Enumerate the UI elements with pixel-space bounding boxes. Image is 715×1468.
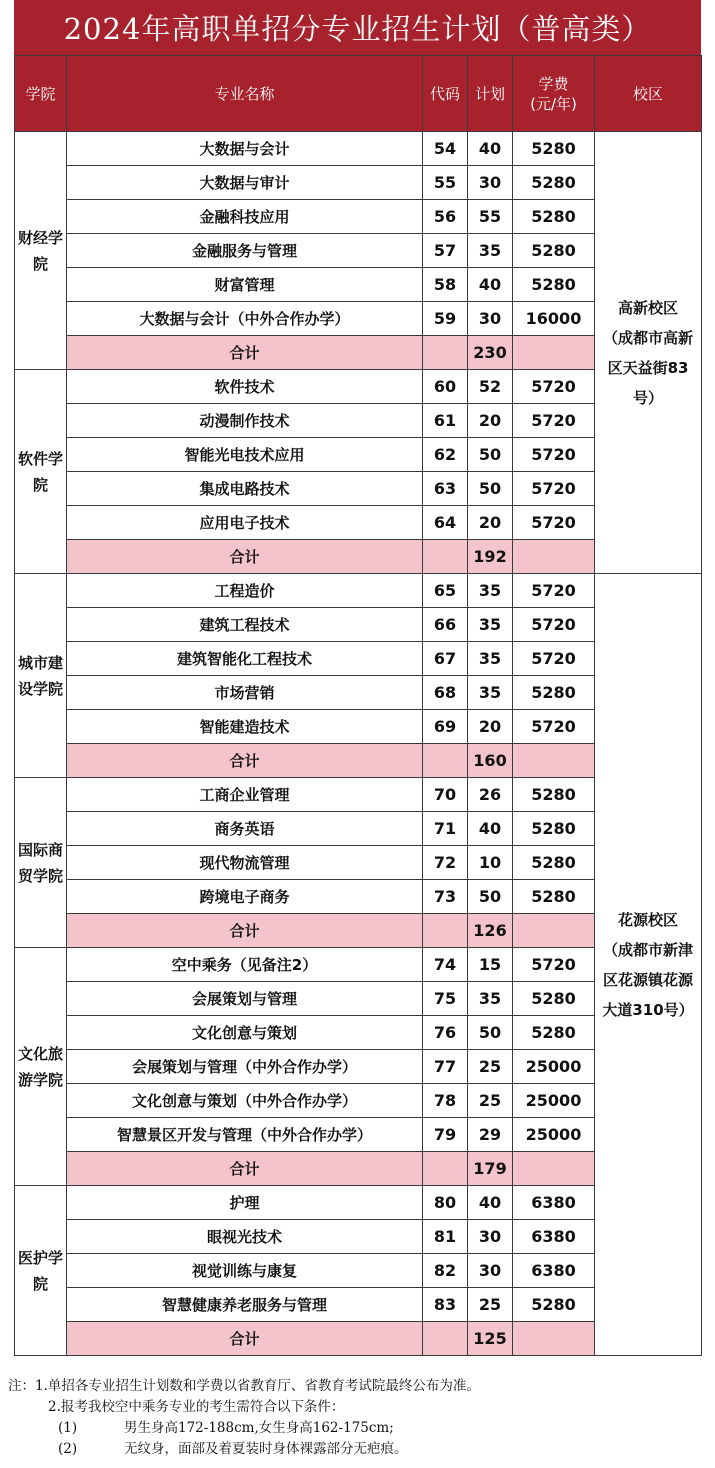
fee-cell: 6380	[513, 1220, 595, 1254]
subtotal-code-empty	[423, 744, 468, 778]
plan-cell: 50	[468, 880, 513, 914]
college-cell: 文化旅游学院	[15, 948, 67, 1186]
major-cell: 空中乘务（见备注2）	[67, 948, 423, 982]
major-cell: 财富管理	[67, 268, 423, 302]
major-cell: 工程造价	[67, 574, 423, 608]
header-code: 代码	[423, 56, 468, 132]
code-cell: 66	[423, 608, 468, 642]
subtotal-fee-empty	[513, 336, 595, 370]
fee-cell: 5720	[513, 370, 595, 404]
major-cell: 市场营销	[67, 676, 423, 710]
header-campus: 校区	[595, 56, 702, 132]
fee-cell: 5720	[513, 506, 595, 540]
major-cell: 大数据与会计	[67, 132, 423, 166]
fee-cell: 16000	[513, 302, 595, 336]
plan-cell: 35	[468, 676, 513, 710]
subtotal-code-empty	[423, 540, 468, 574]
fee-cell: 5280	[513, 1016, 595, 1050]
table-body	[15, 132, 702, 1356]
fee-cell: 6380	[513, 1254, 595, 1288]
subtotal-fee-empty	[513, 914, 595, 948]
code-cell: 81	[423, 1220, 468, 1254]
code-cell: 59	[423, 302, 468, 336]
subtotal-code-empty	[423, 1152, 468, 1186]
plan-cell: 55	[468, 200, 513, 234]
campus-name: 高新校区	[617, 298, 678, 317]
note-2: 2.报考我校空中乘务专业的考生需符合以下条件：	[48, 1399, 345, 1415]
fee-cell: 5280	[513, 812, 595, 846]
fee-cell: 25000	[513, 1084, 595, 1118]
subtotal-value: 125	[468, 1322, 513, 1356]
major-cell: 金融服务与管理	[67, 234, 423, 268]
major-cell: 智能建造技术	[67, 710, 423, 744]
major-cell: 眼视光技术	[67, 1220, 423, 1254]
college-cell: 医护学院	[15, 1186, 67, 1356]
table-row	[15, 132, 702, 166]
campus-address: （成都市新津区花源镇花源大道310号）	[602, 940, 694, 1019]
code-cell: 62	[423, 438, 468, 472]
code-cell: 74	[423, 948, 468, 982]
plan-cell: 35	[468, 982, 513, 1016]
header-fee	[513, 56, 595, 132]
fee-cell: 5280	[513, 676, 595, 710]
code-cell: 69	[423, 710, 468, 744]
plan-cell: 50	[468, 1016, 513, 1050]
plan-cell: 40	[468, 268, 513, 302]
code-cell: 72	[423, 846, 468, 880]
major-cell: 智慧健康养老服务与管理	[67, 1288, 423, 1322]
code-cell: 82	[423, 1254, 468, 1288]
plan-cell: 50	[468, 472, 513, 506]
plan-cell: 40	[468, 132, 513, 166]
plan-cell: 15	[468, 948, 513, 982]
note-item-1-num: (1)	[58, 1420, 78, 1436]
major-cell: 建筑智能化工程技术	[67, 642, 423, 676]
major-cell: 应用电子技术	[67, 506, 423, 540]
campus-cell	[595, 574, 702, 1356]
plan-cell: 20	[468, 710, 513, 744]
fee-cell: 25000	[513, 1050, 595, 1084]
subtotal-label: 合计	[67, 540, 423, 574]
table-row	[15, 574, 702, 608]
note-item-2-num: (2)	[58, 1441, 78, 1457]
subtotal-value: 126	[468, 914, 513, 948]
fee-cell: 5720	[513, 472, 595, 506]
subtotal-fee-empty	[513, 744, 595, 778]
subtotal-label: 合计	[67, 914, 423, 948]
campus-name: 花源校区	[617, 910, 678, 929]
major-cell: 会展策划与管理（中外合作办学）	[67, 1050, 423, 1084]
subtotal-label: 合计	[67, 1152, 423, 1186]
code-cell: 77	[423, 1050, 468, 1084]
major-cell: 跨境电子商务	[67, 880, 423, 914]
page-title: 2024年高职单招分专业招生计划（普高类）	[14, 0, 701, 55]
note-1-text: 1.单招各专业招生计划数和学费以省教育厅、省教育考试院最终公布为准。	[35, 1378, 480, 1394]
major-cell: 软件技术	[67, 370, 423, 404]
fee-cell: 5280	[513, 778, 595, 812]
major-cell: 视觉训练与康复	[67, 1254, 423, 1288]
code-cell: 71	[423, 812, 468, 846]
code-cell: 61	[423, 404, 468, 438]
subtotal-fee-empty	[513, 1152, 595, 1186]
subtotal-code-empty	[423, 914, 468, 948]
code-cell: 55	[423, 166, 468, 200]
major-cell: 文化创意与策划	[67, 1016, 423, 1050]
subtotal-fee-empty	[513, 540, 595, 574]
college-cell: 财经学院	[15, 132, 67, 370]
fee-cell: 5280	[513, 982, 595, 1016]
major-cell: 工商企业管理	[67, 778, 423, 812]
major-cell: 集成电路技术	[67, 472, 423, 506]
major-cell: 文化创意与策划（中外合作办学）	[67, 1084, 423, 1118]
code-cell: 79	[423, 1118, 468, 1152]
plan-cell: 25	[468, 1288, 513, 1322]
code-cell: 54	[423, 132, 468, 166]
code-cell: 56	[423, 200, 468, 234]
fee-cell: 5720	[513, 642, 595, 676]
code-cell: 75	[423, 982, 468, 1016]
major-cell: 护理	[67, 1186, 423, 1220]
plan-cell: 25	[468, 1050, 513, 1084]
header-major: 专业名称	[67, 56, 423, 132]
major-cell: 大数据与审计	[67, 166, 423, 200]
header-fee-line2: (元/年)	[530, 94, 577, 113]
college-cell: 城市建设学院	[15, 574, 67, 778]
code-cell: 67	[423, 642, 468, 676]
plan-cell: 26	[468, 778, 513, 812]
plan-cell: 20	[468, 404, 513, 438]
major-cell: 会展策划与管理	[67, 982, 423, 1016]
fee-cell: 5280	[513, 234, 595, 268]
plan-cell: 25	[468, 1084, 513, 1118]
fee-cell: 5720	[513, 710, 595, 744]
header-fee-line1: 学费	[538, 74, 569, 93]
major-cell: 现代物流管理	[67, 846, 423, 880]
major-cell: 动漫制作技术	[67, 404, 423, 438]
fee-cell: 5720	[513, 574, 595, 608]
fee-cell: 5280	[513, 166, 595, 200]
code-cell: 58	[423, 268, 468, 302]
note-1	[8, 1376, 708, 1397]
plan-cell: 30	[468, 1254, 513, 1288]
note-item-1-text: 男生身高172-188cm,女生身高162-175cm;	[124, 1420, 394, 1436]
subtotal-label: 合计	[67, 744, 423, 778]
code-cell: 78	[423, 1084, 468, 1118]
code-cell: 65	[423, 574, 468, 608]
plan-cell: 30	[468, 302, 513, 336]
subtotal-label: 合计	[67, 336, 423, 370]
enrollment-plan-table	[14, 55, 702, 1356]
campus-address: （成都市高新区天益街83号）	[602, 328, 693, 407]
note-item-2	[8, 1439, 708, 1460]
header-college: 学院	[15, 56, 67, 132]
code-cell: 60	[423, 370, 468, 404]
header-plan: 计划	[468, 56, 513, 132]
plan-cell: 40	[468, 812, 513, 846]
plan-cell: 52	[468, 370, 513, 404]
plan-cell: 35	[468, 234, 513, 268]
fee-cell: 5720	[513, 608, 595, 642]
code-cell: 70	[423, 778, 468, 812]
fee-cell: 5280	[513, 846, 595, 880]
college-cell: 软件学院	[15, 370, 67, 574]
plan-cell: 30	[468, 166, 513, 200]
fee-cell: 5280	[513, 880, 595, 914]
code-cell: 83	[423, 1288, 468, 1322]
major-cell: 大数据与会计（中外合作办学）	[67, 302, 423, 336]
fee-cell: 25000	[513, 1118, 595, 1152]
code-cell: 80	[423, 1186, 468, 1220]
code-cell: 57	[423, 234, 468, 268]
note-item-1	[8, 1418, 708, 1439]
fee-cell: 5280	[513, 268, 595, 302]
subtotal-label: 合计	[67, 1322, 423, 1356]
subtotal-value: 230	[468, 336, 513, 370]
plan-cell: 35	[468, 642, 513, 676]
subtotal-value: 192	[468, 540, 513, 574]
code-cell: 76	[423, 1016, 468, 1050]
code-cell: 73	[423, 880, 468, 914]
plan-cell: 20	[468, 506, 513, 540]
code-cell: 63	[423, 472, 468, 506]
major-cell: 智慧景区开发与管理（中外合作办学）	[67, 1118, 423, 1152]
major-cell: 商务英语	[67, 812, 423, 846]
fee-cell: 5720	[513, 438, 595, 472]
fee-cell: 5280	[513, 1288, 595, 1322]
code-cell: 68	[423, 676, 468, 710]
notes-prefix: 注：	[8, 1378, 35, 1394]
plan-cell: 10	[468, 846, 513, 880]
notes	[8, 1376, 708, 1460]
fee-cell: 5720	[513, 948, 595, 982]
plan-cell: 50	[468, 438, 513, 472]
fee-cell: 6380	[513, 1186, 595, 1220]
subtotal-value: 160	[468, 744, 513, 778]
subtotal-fee-empty	[513, 1322, 595, 1356]
campus-cell	[595, 132, 702, 574]
plan-cell: 40	[468, 1186, 513, 1220]
plan-cell: 35	[468, 574, 513, 608]
note-item-2-text: 无纹身，面部及着夏装时身体裸露部分无疤痕。	[124, 1441, 408, 1457]
subtotal-code-empty	[423, 336, 468, 370]
fee-cell: 5720	[513, 404, 595, 438]
plan-cell: 35	[468, 608, 513, 642]
college-cell: 国际商贸学院	[15, 778, 67, 948]
plan-cell: 30	[468, 1220, 513, 1254]
table-header-row	[15, 56, 702, 132]
fee-cell: 5280	[513, 200, 595, 234]
major-cell: 金融科技应用	[67, 200, 423, 234]
subtotal-value: 179	[468, 1152, 513, 1186]
subtotal-code-empty	[423, 1322, 468, 1356]
code-cell: 64	[423, 506, 468, 540]
fee-cell: 5280	[513, 132, 595, 166]
major-cell: 智能光电技术应用	[67, 438, 423, 472]
major-cell: 建筑工程技术	[67, 608, 423, 642]
plan-cell: 29	[468, 1118, 513, 1152]
